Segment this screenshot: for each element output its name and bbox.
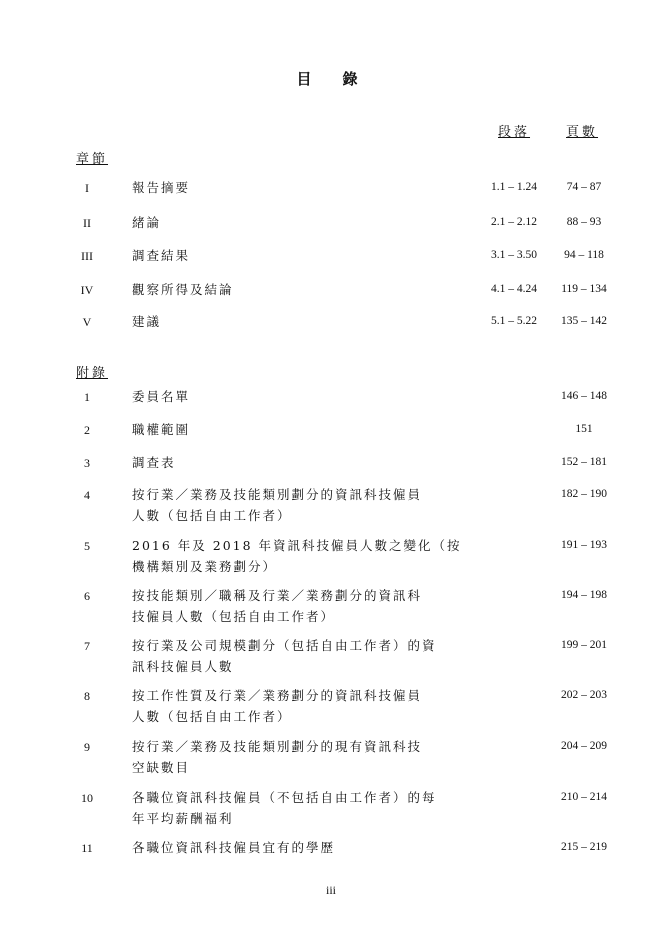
appendix-page-range: 146 – 148 (561, 390, 607, 402)
appendix-title-line1: 按行業及公司規模劃分（包括自由工作者）的資 (132, 638, 437, 653)
appendix-number: 7 (84, 639, 90, 653)
appendix-page-range: 210 – 214 (561, 791, 607, 803)
chapter-number: III (81, 249, 93, 263)
chapter-number: V (82, 315, 92, 329)
appendix-page-range: 151 (575, 423, 593, 435)
chapter-paragraph-range: 3.1 – 3.50 (491, 249, 537, 261)
appendix-number: 8 (84, 689, 90, 703)
appendix-title-line1: 2016 年及 2018 年資訊科技僱員人數之變化（按 (132, 538, 462, 553)
appendix-page-range: 202 – 203 (561, 689, 607, 701)
chapter-title: 觀察所得及結論 (132, 282, 234, 297)
chapter-page-range: 74 – 87 (566, 181, 602, 193)
chapter-page-range: 94 – 118 (564, 249, 604, 261)
page-title: 目 錄 (296, 70, 366, 88)
appendix-title-line1: 按行業／業務及技能類別劃分的現有資訊科技 (132, 739, 423, 754)
appendix-page-range: 204 – 209 (561, 740, 607, 752)
appendix-number: 1 (84, 390, 90, 404)
chapter-paragraph-range: 2.1 – 2.12 (491, 216, 537, 228)
appendix-title-line1: 委員名單 (132, 389, 191, 404)
appendix-number: 9 (84, 740, 90, 754)
appendix-title-line2: 人數（包括自由工作者） (132, 508, 292, 523)
page-number: iii (325, 883, 336, 897)
appendix-page-range: 215 – 219 (561, 841, 607, 853)
chapter-title: 調查結果 (132, 248, 191, 263)
chapter-title: 報告摘要 (132, 180, 191, 195)
appendix-title-line2: 技僱員人數（包括自由工作者） (132, 609, 336, 624)
appendix-number: 2 (84, 423, 90, 437)
appendix-number: 5 (84, 539, 90, 553)
appendix-title-line1: 按行業／業務及技能類別劃分的資訊科技僱員 (132, 487, 423, 502)
appendix-title-line2: 空缺數目 (132, 760, 191, 775)
appendix-title-line1: 按工作性質及行業／業務劃分的資訊科技僱員 (132, 688, 423, 703)
appendix-page-range: 199 – 201 (561, 639, 607, 651)
appendix-page-range: 182 – 190 (561, 488, 607, 500)
chapters-heading: 章節 (76, 152, 109, 167)
appendix-title-line2: 人數（包括自由工作者） (132, 709, 292, 724)
appendix-heading: 附錄 (76, 366, 109, 381)
chapter-paragraph-range: 5.1 – 5.22 (491, 315, 537, 327)
appendix-title-line1: 按技能類別／職稱及行業／業務劃分的資訊科 (132, 588, 423, 603)
chapter-number: I (85, 181, 89, 195)
appendix-page-range: 191 – 193 (561, 539, 607, 551)
appendix-number: 4 (84, 488, 90, 502)
chapter-title: 建議 (132, 314, 162, 329)
chapter-page-range: 88 – 93 (566, 216, 602, 228)
appendix-number: 6 (84, 589, 90, 603)
appendix-title-line1: 調查表 (132, 455, 176, 470)
appendix-title-line2: 機構類別及業務劃分） (132, 559, 278, 574)
chapter-number: IV (80, 283, 94, 297)
chapter-paragraph-range: 1.1 – 1.24 (491, 181, 537, 193)
appendix-number: 10 (81, 791, 93, 805)
chapter-page-range: 135 – 142 (561, 315, 607, 327)
chapter-title: 緒論 (132, 215, 162, 230)
appendix-page-range: 152 – 181 (561, 456, 607, 468)
chapter-number: II (83, 216, 91, 230)
appendix-number: 11 (81, 841, 93, 855)
appendix-title-line2: 訊科技僱員人數 (132, 659, 234, 674)
appendix-number: 3 (84, 456, 90, 470)
column-header-paragraph: 段落 (498, 125, 531, 140)
chapter-paragraph-range: 4.1 – 4.24 (491, 283, 537, 295)
appendix-title-line1: 各職位資訊科技僱員（不包括自由工作者）的每 (132, 790, 437, 805)
chapter-page-range: 119 – 134 (561, 283, 607, 295)
appendix-title-line1: 職權範圍 (132, 422, 191, 437)
appendix-title-line1: 各職位資訊科技僱員宜有的學歷 (132, 840, 336, 855)
column-header-page: 頁數 (566, 125, 599, 140)
appendix-title-line2: 年平均薪酬福利 (132, 811, 234, 826)
appendix-page-range: 194 – 198 (561, 589, 607, 601)
